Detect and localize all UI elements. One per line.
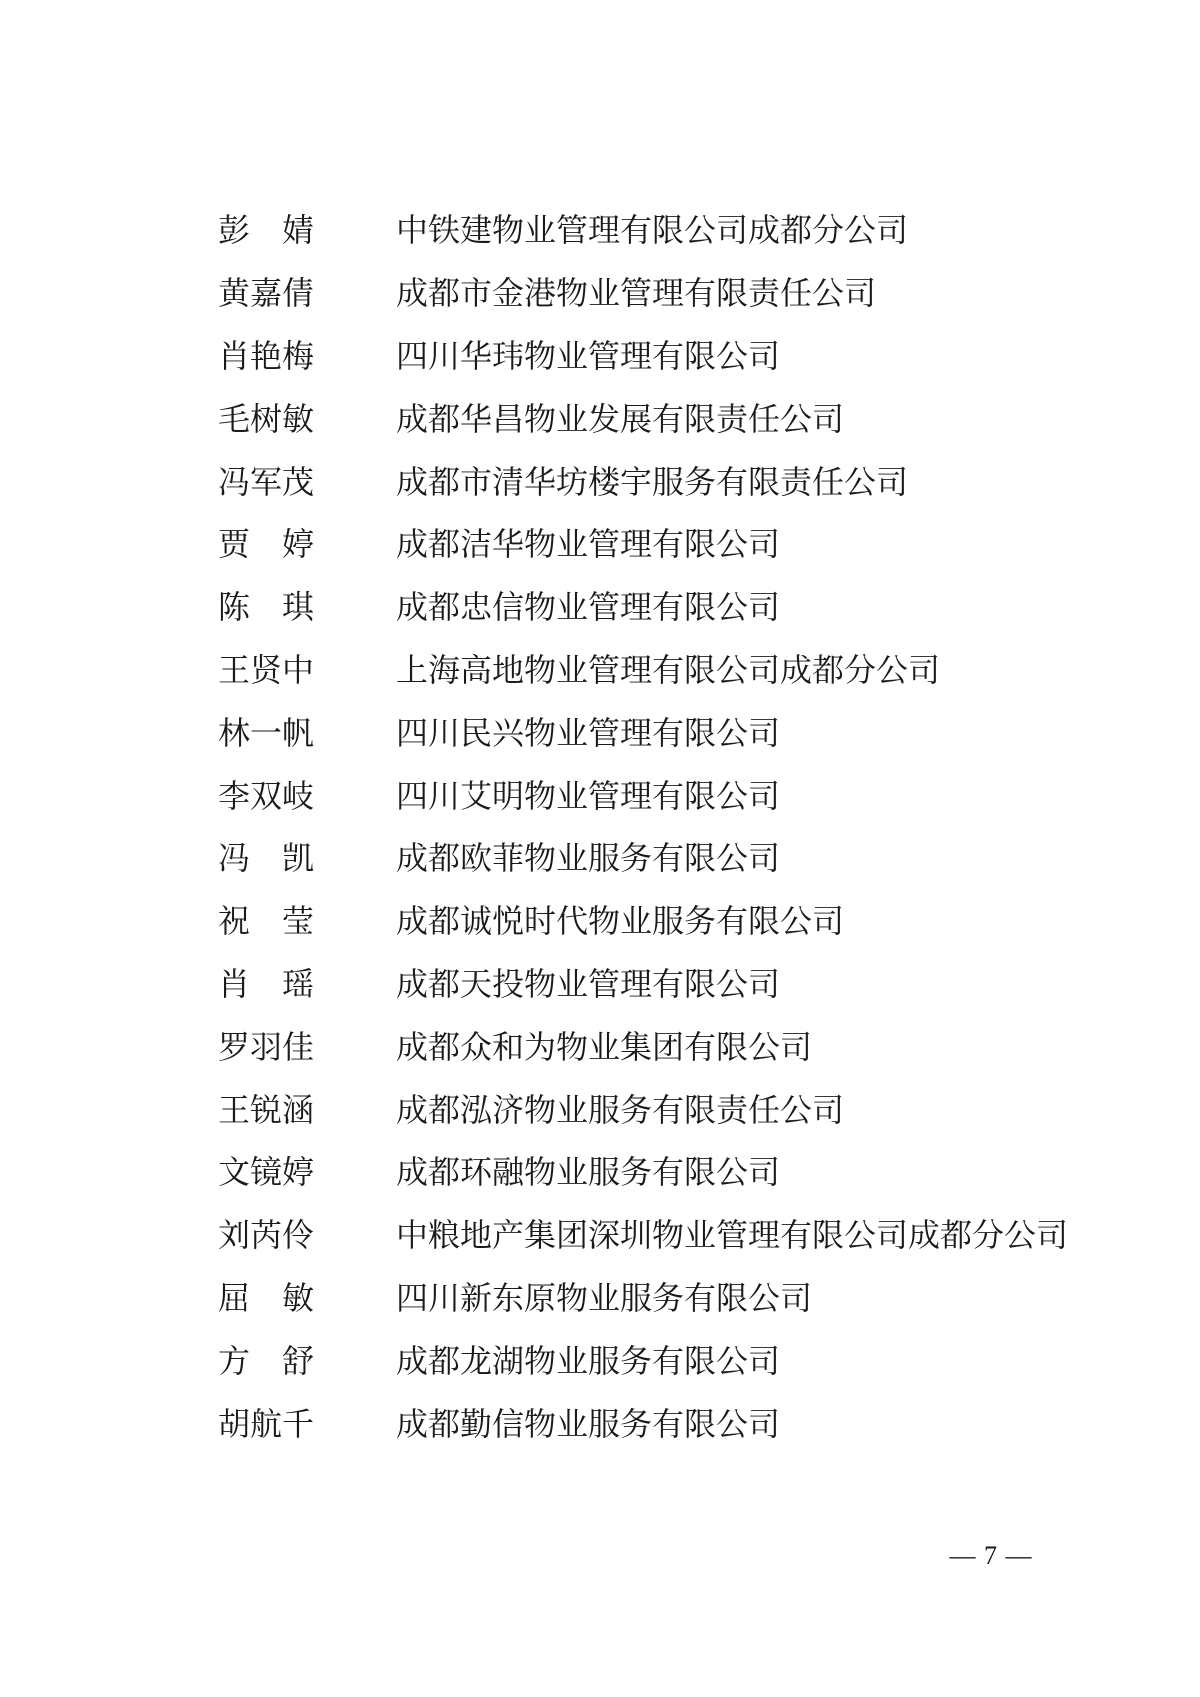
person-name-char: 树	[250, 400, 283, 437]
company-name: 中铁建物业管理有限公司成都分公司	[396, 212, 909, 249]
company-name: 四川艾明物业管理有限公司	[396, 777, 781, 814]
person-name-char: 婧	[281, 212, 314, 249]
roster-row	[218, 387, 1068, 450]
roster-row	[218, 1141, 1068, 1204]
person-name-char: 陈	[218, 589, 251, 626]
person-name	[218, 903, 314, 940]
company-name: 四川民兴物业管理有限公司	[396, 714, 781, 751]
person-name-char: 双	[250, 777, 283, 814]
person-name-char: 贤	[250, 651, 283, 688]
person-name-char: 航	[250, 1405, 283, 1442]
person-name-char: 冯	[218, 840, 251, 877]
person-name-char: 琪	[281, 589, 314, 626]
person-name-char: 锐	[250, 1091, 283, 1128]
person-name	[218, 1405, 315, 1442]
company-name: 成都诚悦时代物业服务有限公司	[396, 903, 845, 940]
page-number: — 7 —	[949, 1541, 1033, 1570]
person-name	[218, 777, 315, 814]
company-name: 成都勤信物业服务有限公司	[396, 1405, 781, 1442]
person-name	[218, 400, 315, 437]
person-name-char: 敏	[282, 400, 315, 437]
person-name-char: 屈	[218, 1279, 251, 1316]
person-name-char: 瑶	[281, 965, 314, 1002]
person-name-char: 千	[282, 1405, 315, 1442]
roster-row	[218, 513, 1068, 576]
person-name	[218, 1028, 315, 1065]
person-name-char: 中	[282, 651, 315, 688]
person-name-char: 罗	[218, 1028, 251, 1065]
person-name-char: 一	[250, 714, 283, 751]
company-name: 成都众和为物业集团有限公司	[396, 1028, 813, 1065]
person-name-char: 军	[250, 463, 283, 500]
person-name-char: 镜	[250, 1154, 283, 1191]
person-name-char: 伶	[282, 1217, 315, 1254]
person-name	[218, 840, 314, 877]
roster-row	[218, 1267, 1068, 1330]
person-name-char: 冯	[218, 463, 251, 500]
company-name: 成都天投物业管理有限公司	[396, 965, 781, 1002]
person-name	[218, 463, 315, 500]
person-name-char: 祝	[218, 903, 251, 940]
person-name	[218, 1342, 314, 1379]
company-name: 成都欧菲物业服务有限公司	[396, 840, 781, 877]
company-name: 成都市清华坊楼宇服务有限责任公司	[396, 463, 909, 500]
company-name: 成都忠信物业管理有限公司	[396, 589, 781, 626]
person-name-char: 王	[218, 651, 251, 688]
roster-row	[218, 1392, 1068, 1455]
person-name-char: 帆	[282, 714, 315, 751]
person-name-char: 彭	[218, 212, 251, 249]
person-name-char: 茂	[282, 463, 315, 500]
person-name-char: 舒	[281, 1342, 314, 1379]
roster-row	[218, 199, 1068, 262]
person-name-char: 嘉	[250, 275, 283, 312]
person-name-char: 凯	[281, 840, 314, 877]
person-name-char: 林	[218, 714, 251, 751]
company-name: 成都华昌物业发展有限责任公司	[396, 400, 845, 437]
person-name-char: 胡	[218, 1405, 251, 1442]
roster-row	[218, 1078, 1068, 1141]
person-name	[218, 1217, 315, 1254]
person-name	[218, 337, 315, 374]
person-name-char: 梅	[282, 337, 315, 374]
company-name: 成都洁华物业管理有限公司	[396, 526, 781, 563]
company-name: 成都市金港物业管理有限责任公司	[396, 275, 877, 312]
person-name-char: 佳	[282, 1028, 315, 1065]
person-name-char: 倩	[282, 275, 315, 312]
company-name: 上海高地物业管理有限公司成都分公司	[396, 651, 941, 688]
person-name-char: 黄	[218, 275, 251, 312]
person-name-char: 肖	[218, 337, 251, 374]
person-name	[218, 275, 315, 312]
person-name	[218, 651, 315, 688]
roster-row	[218, 764, 1068, 827]
person-name	[218, 1154, 315, 1191]
person-name-char: 刘	[218, 1217, 251, 1254]
roster-row	[218, 827, 1068, 890]
person-name	[218, 965, 314, 1002]
person-name-char: 羽	[250, 1028, 283, 1065]
person-name-char: 芮	[250, 1217, 283, 1254]
person-name-char: 婷	[282, 1154, 315, 1191]
roster-row	[218, 639, 1068, 702]
person-name-char: 艳	[250, 337, 283, 374]
person-name	[218, 714, 315, 751]
roster-row	[218, 325, 1068, 388]
roster-row	[218, 890, 1068, 953]
person-name-char: 莹	[281, 903, 314, 940]
roster-row	[218, 701, 1068, 764]
person-name	[218, 1279, 314, 1316]
company-name: 四川华玮物业管理有限公司	[396, 337, 781, 374]
company-name: 成都龙湖物业服务有限公司	[396, 1342, 781, 1379]
person-name-char: 文	[218, 1154, 251, 1191]
roster-row	[218, 576, 1068, 639]
person-name-char: 毛	[218, 400, 251, 437]
person-name	[218, 1091, 315, 1128]
roster-row	[218, 953, 1068, 1016]
company-name: 中粮地产集团深圳物业管理有限公司成都分公司	[396, 1217, 1069, 1254]
person-name	[218, 212, 314, 249]
person-name-char: 方	[218, 1342, 251, 1379]
person-name-char: 李	[218, 777, 251, 814]
roster-row	[218, 1329, 1068, 1392]
award-roster-list	[218, 199, 1068, 1455]
person-name-char: 婷	[281, 526, 314, 563]
person-name	[218, 526, 314, 563]
roster-row	[218, 1015, 1068, 1078]
person-name-char: 肖	[218, 965, 251, 1002]
person-name-char: 涵	[282, 1091, 315, 1128]
person-name-char: 王	[218, 1091, 251, 1128]
company-name: 成都泓济物业服务有限责任公司	[396, 1091, 845, 1128]
person-name-char: 岐	[282, 777, 315, 814]
person-name-char: 敏	[281, 1279, 314, 1316]
person-name-char: 贾	[218, 526, 251, 563]
roster-row	[218, 262, 1068, 325]
company-name: 成都环融物业服务有限公司	[396, 1154, 781, 1191]
company-name: 四川新东原物业服务有限公司	[396, 1279, 813, 1316]
roster-row	[218, 1204, 1068, 1267]
roster-row	[218, 450, 1068, 513]
person-name	[218, 589, 314, 626]
